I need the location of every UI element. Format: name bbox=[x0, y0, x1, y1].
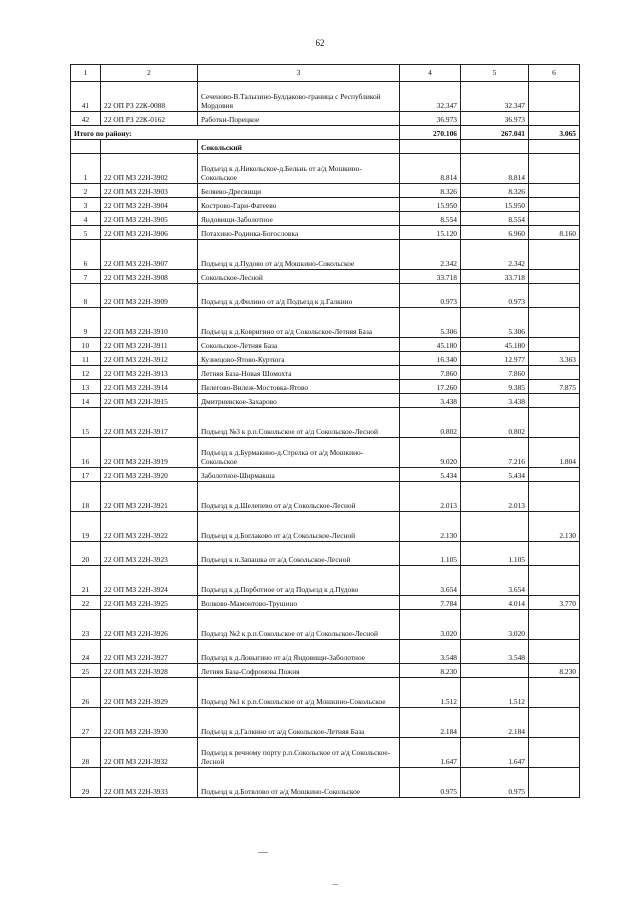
row-number: 8 bbox=[71, 284, 101, 308]
length-total: 45.180 bbox=[400, 338, 461, 352]
length-col-5: 45.180 bbox=[461, 338, 529, 352]
road-name: Подъезд к д.Никольское-д.Бельнь от а/д Мошкино-Сокольское bbox=[198, 154, 400, 184]
length-col-5: 1.105 bbox=[461, 542, 529, 566]
length-total: 7.784 bbox=[400, 596, 461, 610]
row-number: 23 bbox=[71, 610, 101, 640]
length-col-5: 0.975 bbox=[461, 768, 529, 798]
road-code: 22 ОП МЗ 22Н-3908 bbox=[101, 270, 198, 284]
road-name: Подъезд к д.Ботвлово от а/д Мошкино-Сокольское bbox=[198, 768, 400, 798]
length-col-6 bbox=[529, 184, 580, 198]
road-name: Пелегово-Вилеж-Мостовка-Ятово bbox=[198, 380, 400, 394]
total-col-5: 267.041 bbox=[461, 126, 529, 140]
empty-cell bbox=[101, 140, 198, 154]
length-col-5: 15.950 bbox=[461, 198, 529, 212]
length-col-6 bbox=[529, 768, 580, 798]
length-col-6 bbox=[529, 284, 580, 308]
empty-cell bbox=[461, 140, 529, 154]
road-code: 22 ОП МЗ 22Н-3917 bbox=[101, 408, 198, 438]
row-number: 25 bbox=[71, 664, 101, 678]
length-col-5: 0.802 bbox=[461, 408, 529, 438]
row-number: 26 bbox=[71, 678, 101, 708]
roads-table bbox=[70, 64, 580, 798]
road-name: Подъезд к д.Боглаково от а/д Сокольское-Лесной bbox=[198, 512, 400, 542]
road-code: 22 ОП МЗ 22Н-3912 bbox=[101, 352, 198, 366]
length-total: 5.434 bbox=[400, 468, 461, 482]
length-col-5 bbox=[461, 512, 529, 542]
column-header: 3 bbox=[198, 65, 400, 82]
road-code: 22 ОП МЗ 22Н-3907 bbox=[101, 240, 198, 270]
row-number: 41 bbox=[71, 82, 101, 112]
length-total: 0.973 bbox=[400, 284, 461, 308]
length-total: 8.230 bbox=[400, 664, 461, 678]
length-col-6 bbox=[529, 566, 580, 596]
road-name: Сеченово-В.Талызино-Булдаково-граница с Республикой Мордовия bbox=[198, 82, 400, 112]
road-name: Яндовищи-Заболотное bbox=[198, 212, 400, 226]
road-code: 22 ОП МЗ 22Н-3913 bbox=[101, 366, 198, 380]
length-total: 3.654 bbox=[400, 566, 461, 596]
length-total: 2.130 bbox=[400, 512, 461, 542]
length-col-5: 3.020 bbox=[461, 610, 529, 640]
district-total-row bbox=[71, 126, 580, 140]
length-total: 8.554 bbox=[400, 212, 461, 226]
table-row bbox=[71, 240, 580, 270]
length-col-6: 8.230 bbox=[529, 664, 580, 678]
district-name: Сокольский bbox=[198, 140, 400, 154]
row-number: 42 bbox=[71, 112, 101, 126]
scan-mark bbox=[332, 884, 338, 885]
table-row bbox=[71, 468, 580, 482]
row-number: 5 bbox=[71, 226, 101, 240]
row-number: 4 bbox=[71, 212, 101, 226]
length-col-6 bbox=[529, 408, 580, 438]
length-col-5: 2.013 bbox=[461, 482, 529, 512]
length-col-6: 7.875 bbox=[529, 380, 580, 394]
road-code: 22 ОП МЗ 22Н-3925 bbox=[101, 596, 198, 610]
length-col-5: 5.434 bbox=[461, 468, 529, 482]
road-code: 22 ОП РЗ 22К-0162 bbox=[101, 112, 198, 126]
road-code: 22 ОП МЗ 22Н-3914 bbox=[101, 380, 198, 394]
table-row bbox=[71, 82, 580, 112]
length-col-5: 9.385 bbox=[461, 380, 529, 394]
road-name: Летняя База-Новая Шомохта bbox=[198, 366, 400, 380]
row-number: 16 bbox=[71, 438, 101, 468]
table-row bbox=[71, 512, 580, 542]
length-col-6 bbox=[529, 394, 580, 408]
length-col-5: 6.960 bbox=[461, 226, 529, 240]
road-name: Потахино-Родинка-Богословка bbox=[198, 226, 400, 240]
length-col-6 bbox=[529, 708, 580, 738]
road-code: 22 ОП МЗ 22Н-3928 bbox=[101, 664, 198, 678]
road-name: Беляево-Дресвищи bbox=[198, 184, 400, 198]
length-col-5: 33.718 bbox=[461, 270, 529, 284]
table-row bbox=[71, 542, 580, 566]
table-row bbox=[71, 408, 580, 438]
length-total: 32.347 bbox=[400, 82, 461, 112]
length-col-5: 2.342 bbox=[461, 240, 529, 270]
road-name: Подъезд к д.Филино от а/д Подъезд к д.Галкино bbox=[198, 284, 400, 308]
road-code: 22 ОП МЗ 22Н-3929 bbox=[101, 678, 198, 708]
empty-cell bbox=[400, 140, 461, 154]
length-col-6 bbox=[529, 112, 580, 126]
length-col-5: 4.014 bbox=[461, 596, 529, 610]
length-total: 1.647 bbox=[400, 738, 461, 768]
table-row bbox=[71, 284, 580, 308]
road-code: 22 ОП МЗ 22Н-3919 bbox=[101, 438, 198, 468]
road-name: Сокольское-Летняя База bbox=[198, 338, 400, 352]
row-number: 9 bbox=[71, 308, 101, 338]
length-total: 36.973 bbox=[400, 112, 461, 126]
road-name: Подъезд №3 к р.п.Сокольское от а/д Сокольское-Лесной bbox=[198, 408, 400, 438]
length-col-6: 8.160 bbox=[529, 226, 580, 240]
road-name: Подъезд к д.Пудово от а/д Мошкино-Сокольское bbox=[198, 240, 400, 270]
road-name: Подъезд к п.Запашка от а/д Сокольское-Лесной bbox=[198, 542, 400, 566]
length-col-6 bbox=[529, 366, 580, 380]
length-col-6: 1.804 bbox=[529, 438, 580, 468]
row-number: 22 bbox=[71, 596, 101, 610]
road-name: Подъезд к речному порту р.п.Сокольское от а/д Сокольское-Лесной bbox=[198, 738, 400, 768]
road-name: Дмитриевское-Захарово bbox=[198, 394, 400, 408]
column-header: 5 bbox=[461, 65, 529, 82]
table-row bbox=[71, 664, 580, 678]
table-row bbox=[71, 212, 580, 226]
length-total: 2.013 bbox=[400, 482, 461, 512]
road-code: 22 ОП МЗ 22Н-3930 bbox=[101, 708, 198, 738]
length-col-6 bbox=[529, 154, 580, 184]
column-header: 2 bbox=[101, 65, 198, 82]
length-total: 9.020 bbox=[400, 438, 461, 468]
length-col-5: 0.973 bbox=[461, 284, 529, 308]
table-row bbox=[71, 438, 580, 468]
length-total: 2.342 bbox=[400, 240, 461, 270]
road-code: 22 ОП МЗ 22Н-3933 bbox=[101, 768, 198, 798]
length-total: 3.438 bbox=[400, 394, 461, 408]
total-label: Итого по району: bbox=[71, 126, 400, 140]
length-total: 33.718 bbox=[400, 270, 461, 284]
length-col-6 bbox=[529, 270, 580, 284]
table-row bbox=[71, 380, 580, 394]
road-code: 22 ОП МЗ 22Н-3911 bbox=[101, 338, 198, 352]
road-name: Подъезд №2 к р.п.Сокольское от а/д Сокольское-Лесной bbox=[198, 610, 400, 640]
road-code: 22 ОП МЗ 22Н-3906 bbox=[101, 226, 198, 240]
table-row bbox=[71, 308, 580, 338]
table-row bbox=[71, 112, 580, 126]
road-name: Подъезд к д.Порботное от а/д Подъезд к д.Пудово bbox=[198, 566, 400, 596]
row-number: 20 bbox=[71, 542, 101, 566]
length-col-5: 3.654 bbox=[461, 566, 529, 596]
table-row bbox=[71, 226, 580, 240]
length-total: 1.105 bbox=[400, 542, 461, 566]
table-row bbox=[71, 154, 580, 184]
length-col-6: 3.770 bbox=[529, 596, 580, 610]
road-name: Летняя База-Софронова Пожня bbox=[198, 664, 400, 678]
row-number: 6 bbox=[71, 240, 101, 270]
table-row bbox=[71, 596, 580, 610]
row-number: 24 bbox=[71, 640, 101, 664]
table-row bbox=[71, 708, 580, 738]
length-total: 17.260 bbox=[400, 380, 461, 394]
length-total: 1.512 bbox=[400, 678, 461, 708]
road-code: 22 ОП МЗ 22Н-3924 bbox=[101, 566, 198, 596]
row-number: 14 bbox=[71, 394, 101, 408]
row-number: 12 bbox=[71, 366, 101, 380]
length-col-5: 7.216 bbox=[461, 438, 529, 468]
column-header: 1 bbox=[71, 65, 101, 82]
length-total: 3.020 bbox=[400, 610, 461, 640]
length-total: 7.860 bbox=[400, 366, 461, 380]
column-header: 6 bbox=[529, 65, 580, 82]
column-header: 4 bbox=[400, 65, 461, 82]
table-row bbox=[71, 184, 580, 198]
table-row bbox=[71, 482, 580, 512]
length-col-6 bbox=[529, 738, 580, 768]
length-col-6 bbox=[529, 82, 580, 112]
length-col-6 bbox=[529, 542, 580, 566]
road-name: Работки-Порецкое bbox=[198, 112, 400, 126]
road-name: Волково-Мамонтово-Трушино bbox=[198, 596, 400, 610]
empty-cell bbox=[529, 140, 580, 154]
length-col-5: 8.814 bbox=[461, 154, 529, 184]
row-number: 27 bbox=[71, 708, 101, 738]
district-section-row bbox=[71, 140, 580, 154]
table-row bbox=[71, 270, 580, 284]
table-row bbox=[71, 610, 580, 640]
row-number: 17 bbox=[71, 468, 101, 482]
length-total: 16.340 bbox=[400, 352, 461, 366]
road-code: 22 ОП МЗ 22Н-3915 bbox=[101, 394, 198, 408]
length-total: 15.120 bbox=[400, 226, 461, 240]
table-row bbox=[71, 394, 580, 408]
length-total: 5.306 bbox=[400, 308, 461, 338]
length-col-6 bbox=[529, 338, 580, 352]
road-name: Подъезд к д.Ловыгино от а/д Яндовищи-Заболотное bbox=[198, 640, 400, 664]
road-code: 22 ОП МЗ 22Н-3909 bbox=[101, 284, 198, 308]
row-number: 2 bbox=[71, 184, 101, 198]
road-code: 22 ОП МЗ 22Н-3905 bbox=[101, 212, 198, 226]
table-row bbox=[71, 338, 580, 352]
length-col-6 bbox=[529, 308, 580, 338]
length-col-6 bbox=[529, 468, 580, 482]
row-number: 7 bbox=[71, 270, 101, 284]
road-name: Подъезд к д.Ковригино от а/д Сокольское-Летняя База bbox=[198, 308, 400, 338]
length-col-5: 32.347 bbox=[461, 82, 529, 112]
road-name: Кострово-Гари-Фатеево bbox=[198, 198, 400, 212]
length-col-6: 2.130 bbox=[529, 512, 580, 542]
road-code: 22 ОП МЗ 22Н-3902 bbox=[101, 154, 198, 184]
table-row bbox=[71, 768, 580, 798]
table-row bbox=[71, 640, 580, 664]
road-code: 22 ОП РЗ 22К-0088 bbox=[101, 82, 198, 112]
length-col-6 bbox=[529, 610, 580, 640]
table-row bbox=[71, 566, 580, 596]
road-name: Подъезд к д.Бурмакино-д.Стрелка от а/д Мошкино-Сокольское bbox=[198, 438, 400, 468]
length-col-5: 3.548 bbox=[461, 640, 529, 664]
table-row bbox=[71, 738, 580, 768]
length-total: 2.184 bbox=[400, 708, 461, 738]
row-number: 11 bbox=[71, 352, 101, 366]
row-number: 29 bbox=[71, 768, 101, 798]
length-col-5: 12.977 bbox=[461, 352, 529, 366]
scan-mark bbox=[258, 852, 268, 853]
road-code: 22 ОП МЗ 22Н-3920 bbox=[101, 468, 198, 482]
road-name: Кузнецово-Ятово-Куртюга bbox=[198, 352, 400, 366]
table-row bbox=[71, 366, 580, 380]
length-col-6 bbox=[529, 640, 580, 664]
length-col-6 bbox=[529, 240, 580, 270]
length-col-5: 7.860 bbox=[461, 366, 529, 380]
road-code: 22 ОП МЗ 22Н-3932 bbox=[101, 738, 198, 768]
length-col-5: 36.973 bbox=[461, 112, 529, 126]
length-col-5: 5.306 bbox=[461, 308, 529, 338]
row-number: 3 bbox=[71, 198, 101, 212]
road-name: Подъезд №1 к р.п.Сокольское от а/д Мошкино-Сокольское bbox=[198, 678, 400, 708]
total-col-6: 3.065 bbox=[529, 126, 580, 140]
road-code: 22 ОП МЗ 22Н-3923 bbox=[101, 542, 198, 566]
road-name: Подъезд к д.Галкино от а/д Сокольское-Летняя База bbox=[198, 708, 400, 738]
row-number: 18 bbox=[71, 482, 101, 512]
road-code: 22 ОП МЗ 22Н-3910 bbox=[101, 308, 198, 338]
length-col-5: 1.512 bbox=[461, 678, 529, 708]
row-number: 1 bbox=[71, 154, 101, 184]
length-total: 3.548 bbox=[400, 640, 461, 664]
table-row bbox=[71, 352, 580, 366]
road-code: 22 ОП МЗ 22Н-3904 bbox=[101, 198, 198, 212]
row-number: 19 bbox=[71, 512, 101, 542]
length-col-5 bbox=[461, 664, 529, 678]
road-code: 22 ОП МЗ 22Н-3927 bbox=[101, 640, 198, 664]
length-total: 8.326 bbox=[400, 184, 461, 198]
length-col-6 bbox=[529, 678, 580, 708]
length-col-5: 3.438 bbox=[461, 394, 529, 408]
table-row bbox=[71, 198, 580, 212]
length-total: 0.975 bbox=[400, 768, 461, 798]
length-col-5: 8.326 bbox=[461, 184, 529, 198]
row-number: 10 bbox=[71, 338, 101, 352]
empty-cell bbox=[71, 140, 101, 154]
road-name: Подъезд к д.Шелепево от а/д Сокольское-Лесной bbox=[198, 482, 400, 512]
row-number: 28 bbox=[71, 738, 101, 768]
total-col-4: 270.106 bbox=[400, 126, 461, 140]
row-number: 15 bbox=[71, 408, 101, 438]
length-col-5: 2.184 bbox=[461, 708, 529, 738]
length-total: 0.802 bbox=[400, 408, 461, 438]
length-col-6 bbox=[529, 212, 580, 226]
table-row bbox=[71, 678, 580, 708]
length-col-6 bbox=[529, 198, 580, 212]
road-name: Заболотное-Ширмакша bbox=[198, 468, 400, 482]
length-col-6: 3.363 bbox=[529, 352, 580, 366]
row-number: 21 bbox=[71, 566, 101, 596]
length-col-5: 1.647 bbox=[461, 738, 529, 768]
road-code: 22 ОП МЗ 22Н-3922 bbox=[101, 512, 198, 542]
length-col-5: 8.554 bbox=[461, 212, 529, 226]
length-total: 15.950 bbox=[400, 198, 461, 212]
page-number: 62 bbox=[315, 38, 325, 48]
row-number: 13 bbox=[71, 380, 101, 394]
length-col-6 bbox=[529, 482, 580, 512]
road-code: 22 ОП МЗ 22Н-3926 bbox=[101, 610, 198, 640]
road-name: Сокольское-Лесной bbox=[198, 270, 400, 284]
length-total: 8.814 bbox=[400, 154, 461, 184]
road-code: 22 ОП МЗ 22Н-3903 bbox=[101, 184, 198, 198]
road-code: 22 ОП МЗ 22Н-3921 bbox=[101, 482, 198, 512]
table-header-row bbox=[71, 65, 580, 82]
